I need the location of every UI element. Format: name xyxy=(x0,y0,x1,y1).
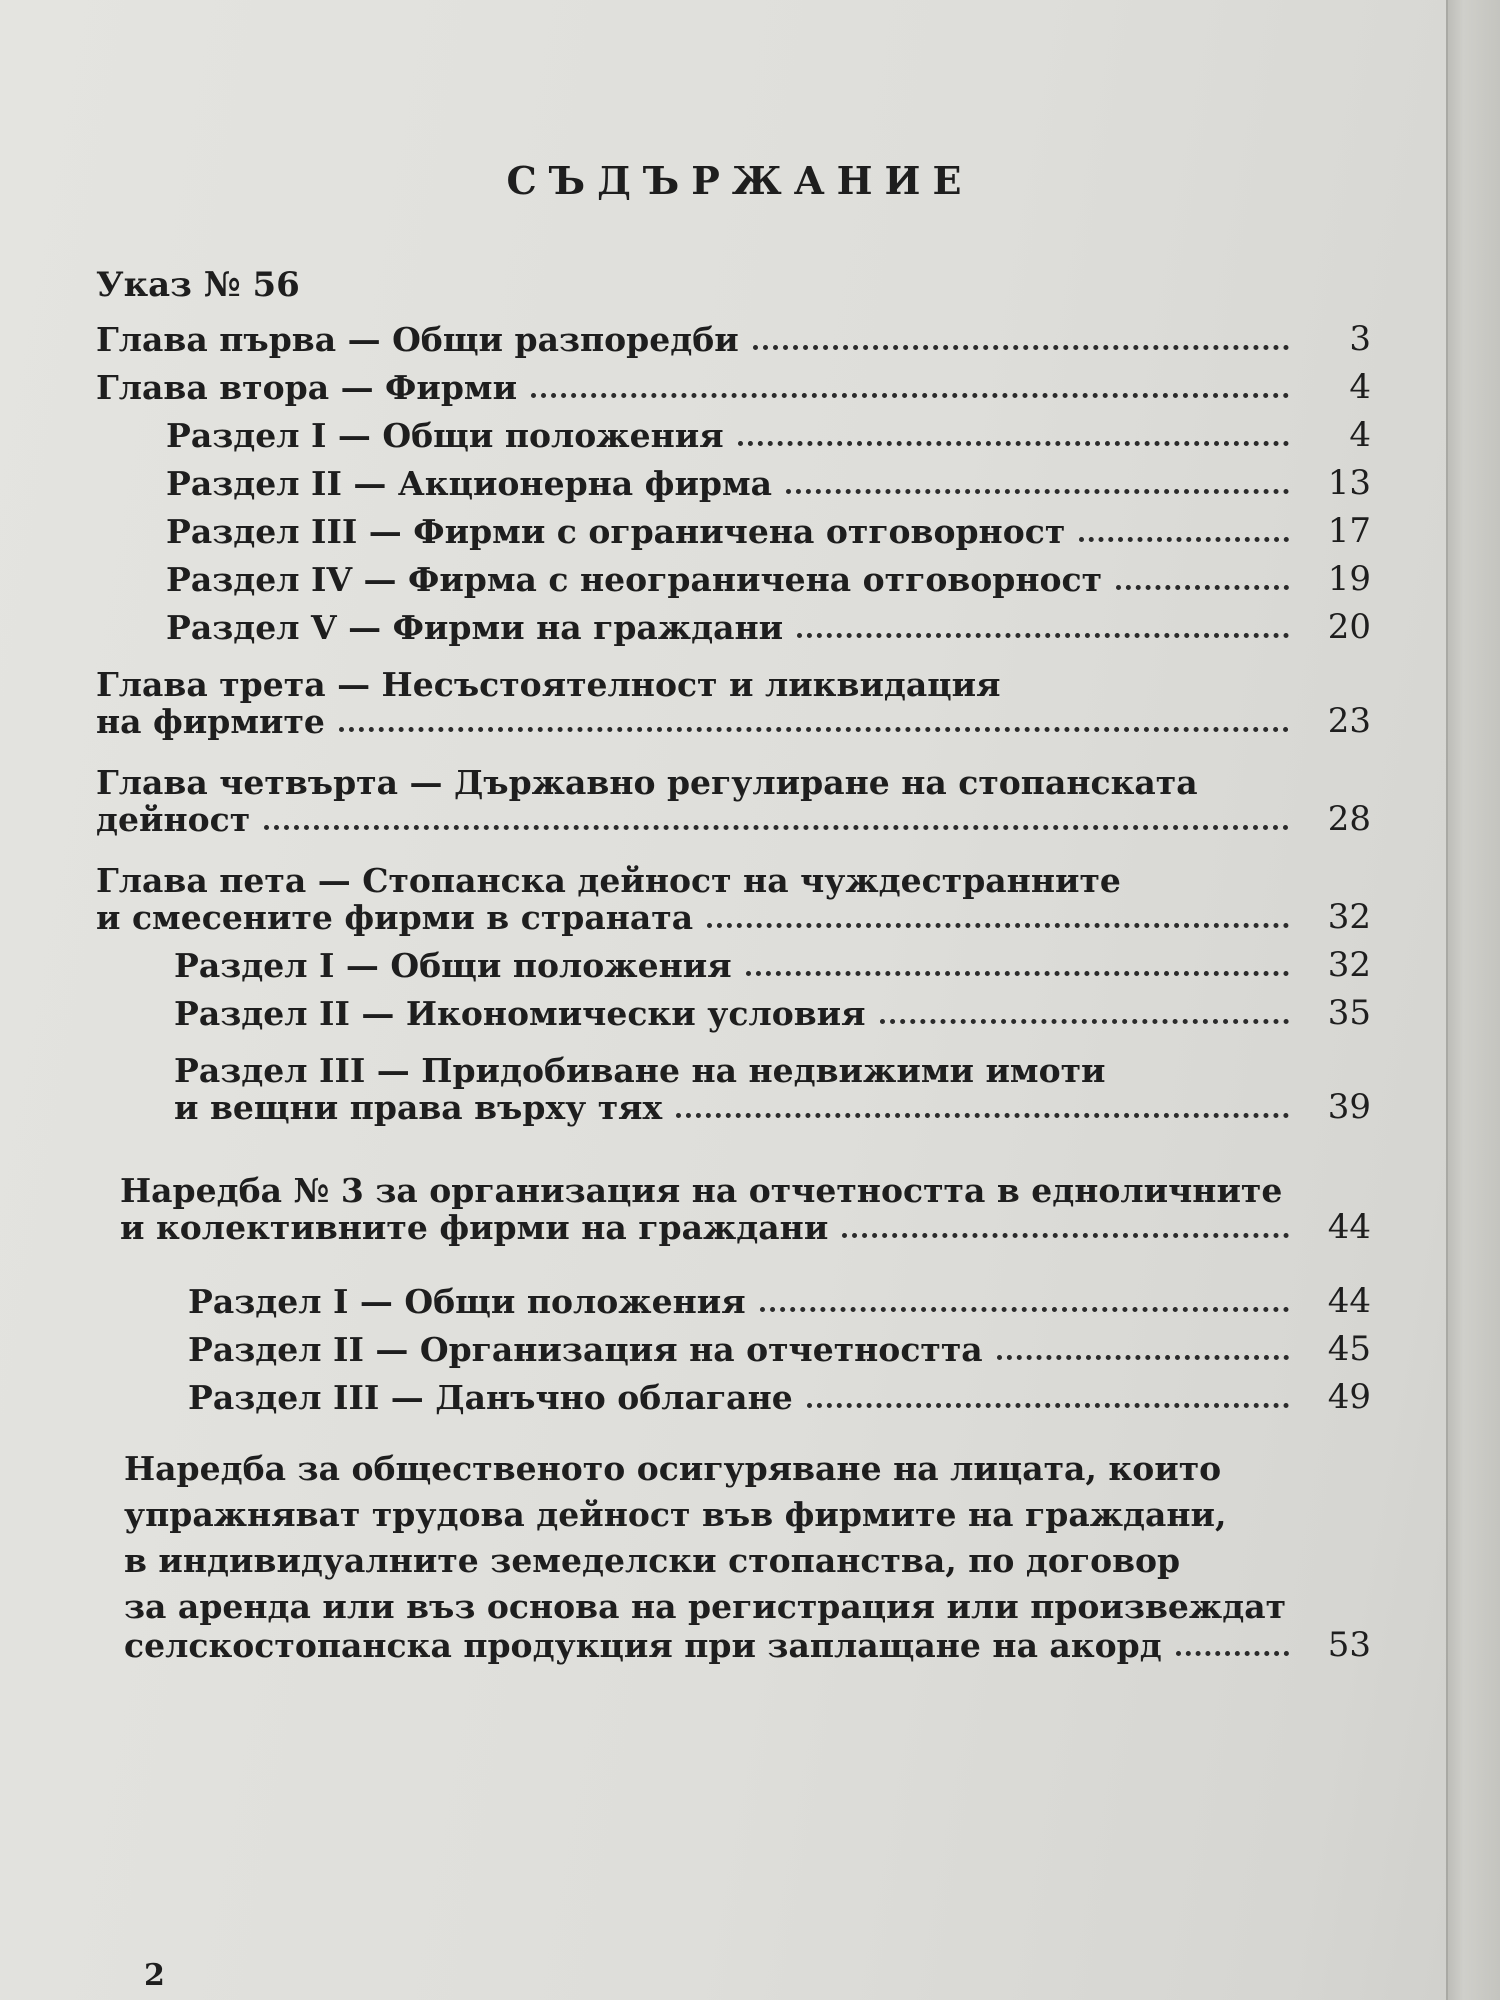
leader-dots xyxy=(738,440,1289,446)
entry-page: 44 xyxy=(1327,1281,1371,1321)
toc-entry-chapter-3-line1: Глава трета — Несъстоятелност и ликвидация xyxy=(96,665,1001,704)
toc-entry-section xyxy=(96,939,1371,985)
toc-entry-chapter-1 xyxy=(96,313,1371,359)
toc-entry-section xyxy=(96,505,1371,551)
toc-entry-chapter-4 xyxy=(96,793,1371,839)
leader-dots xyxy=(339,726,1289,732)
entry-page: 4 xyxy=(1349,415,1371,455)
toc-entry-regulation-3-line1: Наредба № 3 за организация на отчетността в едноличните xyxy=(120,1171,1283,1210)
entry-page: 44 xyxy=(1327,1207,1371,1247)
entry-label: и смесените фирми в страната xyxy=(96,898,694,937)
entry-label: Раздел IV — Фирма с неограничена отговорност xyxy=(166,560,1103,599)
entry-label: Раздел I — Общи положения xyxy=(166,416,724,455)
leader-dots xyxy=(786,488,1289,494)
toc-entry-section xyxy=(96,553,1371,599)
entry-page: 20 xyxy=(1327,607,1371,647)
entry-label: Раздел II — Икономически условия xyxy=(174,994,866,1033)
leader-dots xyxy=(797,632,1289,638)
toc-entry-section xyxy=(96,1323,1371,1369)
leader-dots xyxy=(760,1306,1289,1312)
entry-label: Раздел V — Фирми на граждани xyxy=(166,608,784,647)
entry-label: Раздел II — Акционерна фирма xyxy=(166,464,773,503)
toc-entry-insurance-line4: за аренда или въз основа на регистрация или произвеждат xyxy=(124,1587,1287,1626)
entry-label: селскостопанска продукция при заплащане на акорд xyxy=(124,1626,1162,1665)
leader-dots xyxy=(1176,1650,1289,1656)
toc-entry-insurance-line3: в индивидуалните земеделски стопанства, по договор xyxy=(124,1541,1181,1580)
entry-label: и колективните фирми на граждани xyxy=(120,1208,829,1247)
entry-page: 23 xyxy=(1327,701,1371,741)
toc-entry-section xyxy=(96,409,1371,455)
toc-entry-chapter-4-line1: Глава четвърта — Държавно регулиране на стопанската xyxy=(96,763,1198,802)
leader-dots xyxy=(997,1354,1289,1360)
entry-page: 35 xyxy=(1327,993,1371,1033)
entry-page: 49 xyxy=(1327,1377,1371,1417)
toc-entry-section xyxy=(96,987,1371,1033)
entry-page: 28 xyxy=(1327,799,1371,839)
toc-entry-chapter-5-line1: Глава пета — Стопанска дейност на чуждестранните xyxy=(96,861,1121,900)
toc-entry-section xyxy=(96,601,1371,647)
toc-entry-chapter-5 xyxy=(96,891,1371,937)
toc-entry-ukaz: Указ № 56 xyxy=(96,265,300,305)
page-edge xyxy=(1446,0,1500,2000)
page-title: СЪДЪРЖАНИЕ xyxy=(506,158,974,203)
leader-dots xyxy=(1116,584,1289,590)
entry-label: дейност xyxy=(96,800,251,839)
entry-label: Глава първа — Общи разпоредби xyxy=(96,320,739,359)
toc-entry-insurance xyxy=(96,1619,1371,1665)
toc-entry-section-line1: Раздел III — Придобиване на недвижими имоти xyxy=(174,1051,1106,1090)
entry-label: Глава втора — Фирми xyxy=(96,368,518,407)
entry-page: 13 xyxy=(1327,463,1371,503)
toc-entry-section xyxy=(96,1081,1371,1127)
leader-dots xyxy=(1079,536,1289,542)
leader-dots xyxy=(707,922,1289,928)
toc-entry-insurance-line2: упражняват трудова дейност във фирмите на граждани, xyxy=(124,1495,1227,1534)
toc-entry-section xyxy=(96,1371,1371,1417)
entry-label: на фирмите xyxy=(96,702,325,741)
entry-label: Раздел III — Данъчно облагане xyxy=(188,1378,793,1417)
entry-page: 53 xyxy=(1327,1625,1371,1665)
toc-entry-section xyxy=(96,1275,1371,1321)
leader-dots xyxy=(264,824,1289,830)
toc-entry-chapter-2 xyxy=(96,361,1371,407)
entry-page: 39 xyxy=(1327,1087,1371,1127)
page-number: 2 xyxy=(144,1958,165,1993)
toc-entry-chapter-3 xyxy=(96,695,1371,741)
entry-page: 3 xyxy=(1349,319,1371,359)
entry-label: и вещни права върху тях xyxy=(174,1088,663,1127)
leader-dots xyxy=(746,970,1289,976)
entry-page: 32 xyxy=(1327,945,1371,985)
entry-label: Раздел I — Общи положения xyxy=(188,1282,746,1321)
entry-label: Раздел II — Организация на отчетността xyxy=(188,1330,983,1369)
entry-page: 32 xyxy=(1327,897,1371,937)
toc-entry-regulation-3 xyxy=(96,1201,1371,1247)
entry-page: 17 xyxy=(1327,511,1371,551)
entry-page: 4 xyxy=(1349,367,1371,407)
leader-dots xyxy=(753,344,1289,350)
entry-page: 45 xyxy=(1327,1329,1371,1369)
leader-dots xyxy=(531,392,1289,398)
leader-dots xyxy=(807,1402,1289,1408)
leader-dots xyxy=(880,1018,1289,1024)
entry-label: Раздел I — Общи положения xyxy=(174,946,732,985)
toc-entry-insurance-line1: Наредба за общественото осигуряване на лицата, които xyxy=(124,1449,1222,1488)
toc-entry-section xyxy=(96,457,1371,503)
entry-label: Раздел III — Фирми с ограничена отговорност xyxy=(166,512,1066,551)
leader-dots xyxy=(676,1112,1289,1118)
entry-page: 19 xyxy=(1327,559,1371,599)
leader-dots xyxy=(842,1232,1289,1238)
